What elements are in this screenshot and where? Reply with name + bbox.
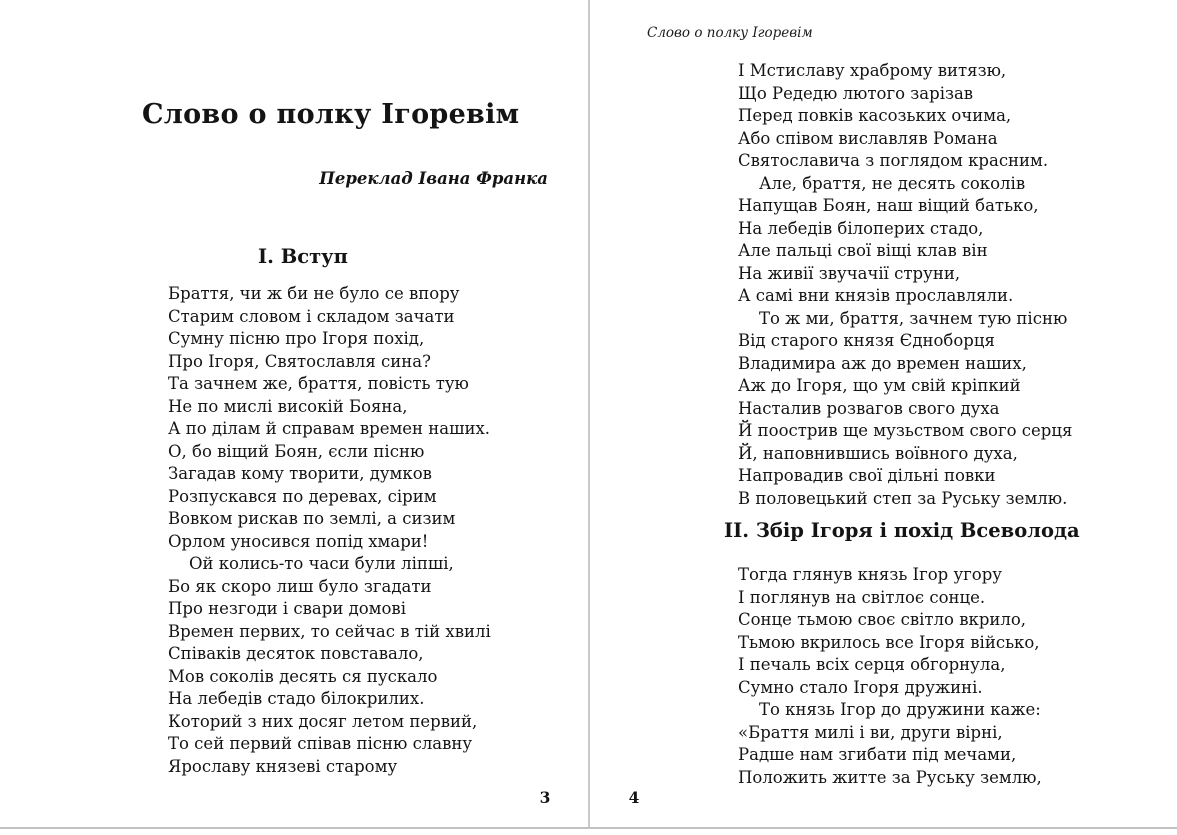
poem-line: І Мстиславу храброму витязю, — [738, 61, 1007, 80]
poem-line: Сумно стало Ігоря дружині. — [738, 677, 983, 697]
poem-line: Радше нам згибати під мечами, — [738, 745, 1017, 764]
page-number-right: 4 — [628, 788, 640, 807]
poem-line: Ярославу князеві старому — [168, 756, 398, 776]
poem-line: Й, наповнившись воївного духа, — [738, 443, 1018, 463]
poem-line: Але, браття, не десять соколів — [738, 173, 1026, 193]
poem-line: Загадав кому творити, думков — [168, 464, 432, 483]
poem-line: Що Редедю лютого зарізав — [738, 83, 974, 103]
page-title: Слово о полку Ігоревім — [142, 99, 520, 130]
poem-line: Про незгоди і свари домові — [168, 599, 406, 618]
poem-line: А по ділам й справам времен наших. — [168, 419, 491, 438]
poem-line: Та зачнем же, браття, повість тую — [168, 374, 469, 393]
poem-right-top — [738, 60, 1072, 510]
poem-line: Напущав Боян, наш віщий батько, — [738, 196, 1039, 215]
poem-left — [168, 283, 491, 778]
poem-line: Розпускався по деревах, сірим — [168, 486, 437, 506]
poem-line: Мов соколів десять ся пускало — [168, 666, 438, 686]
poem-line: Від старого князя Єдноборця — [738, 331, 995, 350]
poem-line: Времен первих, то сейчас в тій хвилі — [168, 621, 491, 641]
poem-line: І печаль всіх серця обгорнула, — [738, 655, 1006, 674]
poem-line: Напровадив свої дільні повки — [738, 466, 996, 485]
page-spine-divider — [588, 0, 590, 827]
poem-line: Сумну пісню про Ігоря похід, — [168, 329, 425, 348]
poem-line: Старим словом і складом зачати — [168, 306, 455, 326]
section-heading-1: І. Вступ — [258, 245, 348, 268]
running-header: Слово о полку Ігоревім — [647, 25, 813, 41]
poem-line: Не по мислі високій Бояна, — [168, 396, 408, 416]
poem-line: То князь Ігор до дружини каже: — [738, 700, 1041, 719]
poem-line: Положить житте за Руську землю, — [738, 767, 1042, 787]
bottom-border — [0, 827, 1177, 829]
page-number-left: 3 — [539, 788, 551, 807]
poem-right-bottom — [738, 564, 1042, 789]
poem-line: Або співом виславляв Романа — [738, 128, 998, 148]
poem-line: А самі вни князів прославляли. — [738, 286, 1014, 305]
poem-line: В половецький степ за Руську землю. — [738, 488, 1068, 508]
poem-line: Насталив розвагов свого духа — [738, 398, 1000, 418]
poem-line: Про Ігоря, Святославля сина? — [168, 351, 431, 371]
poem-line: На лебедів білоперих стадо, — [738, 218, 984, 238]
poem-line: То ж ми, браття, зачнем тую пісню — [738, 308, 1068, 328]
poem-line: І поглянув на світлоє сонце. — [738, 587, 986, 607]
poem-line: Вовком рискав по землі, а сизим — [168, 509, 456, 528]
poem-line: Орлом уносився попід хмари! — [168, 531, 429, 551]
poem-line: Тьмою вкрилось все Ігоря військо, — [738, 632, 1040, 652]
poem-line: Браття, чи ж би не було се впору — [168, 284, 460, 303]
poem-line: То сей первий співав пісню славну — [168, 734, 473, 753]
poem-line: Сонце тьмою своє світло вкрило, — [738, 610, 1027, 629]
translator-credit: Переклад Івана Франка — [319, 169, 548, 188]
poem-line: Ой колись-то часи були ліпші, — [168, 554, 454, 573]
poem-line: «Браття милі і ви, други вірні, — [738, 722, 1003, 742]
poem-line: Співаків десяток повставало, — [168, 644, 424, 663]
poem-line: Й поострив ще музьством свого серця — [738, 421, 1073, 440]
poem-line: На живії звучачії струни, — [738, 263, 961, 283]
poem-line: Тогда глянув князь Ігор угору — [738, 565, 1003, 584]
poem-line: Аж до Ігоря, що ум свій кріпкий — [738, 376, 1021, 395]
poem-line: Которий з них досяг летом первий, — [168, 711, 478, 731]
poem-line: О, бо віщий Боян, єсли пісню — [168, 441, 425, 461]
poem-line: Бо як скоро лиш було згадати — [168, 576, 432, 596]
poem-line: Владимира аж до времен наших, — [738, 353, 1027, 373]
poem-line: Перед повків касозьких очима, — [738, 106, 1012, 125]
section-heading-2: ІІ. Збір Ігоря і похід Всеволода — [724, 519, 1080, 542]
poem-line: На лебедів стадо білокрилих. — [168, 689, 425, 708]
poem-line: Але пальці свої віщі клав він — [738, 241, 988, 260]
poem-line: Святославича з поглядом красним. — [738, 151, 1049, 170]
